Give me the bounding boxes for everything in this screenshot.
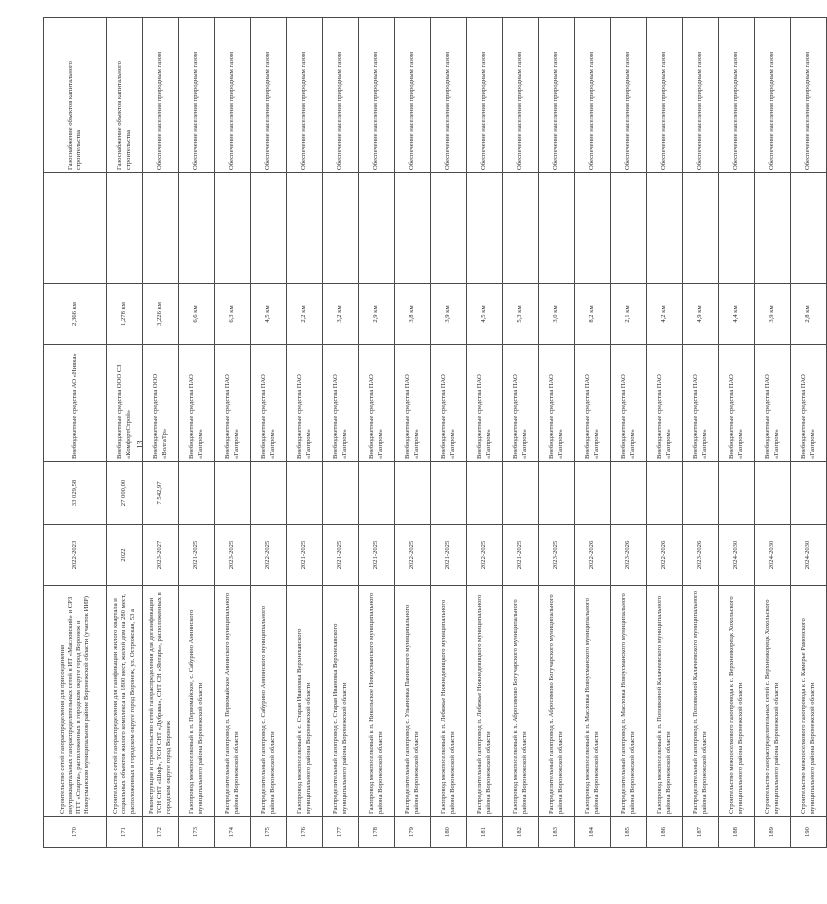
table-row: [611, 18, 647, 848]
table-row: [359, 18, 395, 848]
cell-name: Распределительный газопровод с. Старая Ивановка Верхнехавского муниципального района Воронежской области: [323, 586, 359, 817]
cell-executor: Обеспечение населения природным газом: [611, 18, 647, 173]
cell-period: 2024-2030: [755, 525, 791, 586]
cell-executor: Обеспечение населения природным газом: [251, 18, 287, 173]
cell-purpose: [503, 173, 539, 284]
cell-num: 179: [395, 817, 431, 848]
cell-source: Внебюджетные средства ПАО «Газпром»: [575, 345, 611, 462]
cell-cost: [503, 462, 539, 525]
table-row: [143, 18, 179, 848]
cell-length: 3,0 км: [539, 284, 575, 345]
cell-purpose: [143, 173, 179, 284]
cell-executor: Обеспечение населения природным газом: [287, 18, 323, 173]
cell-source: Внебюджетные средства ПАО «Газпром»: [431, 345, 467, 462]
cell-length: 4,2 км: [647, 284, 683, 345]
cell-name: Распределительный газопровод с. Ульяновка Панинского муниципального района Воронежской области: [395, 586, 431, 817]
cell-num: 180: [431, 817, 467, 848]
cell-name: Распределительный газопровод п. Поповкиной Калачеевского муниципального района Воронежской области: [683, 586, 719, 817]
cell-period: 2022-2026: [647, 525, 683, 586]
cell-name: Газопровод межпоселковый к п. Поповкиной Калачеевского муниципального района Воронежской области: [647, 586, 683, 817]
cell-cost: [755, 462, 791, 525]
cell-source: Внебюджетные средства ПАО «Газпром»: [179, 345, 215, 462]
cell-source: Внебюджетные средства ПАО «Газпром»: [647, 345, 683, 462]
cell-source: Внебюджетные средства ООО СЗ «КомфортСтрой»: [107, 345, 143, 462]
table-row: [467, 18, 503, 848]
cell-period: 2021-2025: [179, 525, 215, 586]
table-row: [395, 18, 431, 848]
cell-period: 2022: [107, 525, 143, 586]
cell-purpose: [323, 173, 359, 284]
table-row: [431, 18, 467, 848]
cell-period: 2024-2030: [791, 525, 827, 586]
cell-num: 186: [647, 817, 683, 848]
table-body: [44, 18, 827, 848]
cell-executor: Обеспечение населения природным газом: [431, 18, 467, 173]
cell-cost: [431, 462, 467, 525]
cell-purpose: [755, 173, 791, 284]
cell-name: Газопровод межпоселковый к х. Абросимово Богучарского муниципального района Воронежской области: [503, 586, 539, 817]
cell-executor: Обеспечение населения природным газом: [467, 18, 503, 173]
cell-purpose: [44, 173, 107, 284]
cell-executor: Обеспечение населения природным газом: [323, 18, 359, 173]
cell-cost: [287, 462, 323, 525]
cell-num: 185: [611, 817, 647, 848]
cell-source: Внебюджетные средства ПАО «Газпром»: [215, 345, 251, 462]
cell-period: 2021-2025: [287, 525, 323, 586]
cell-source: Внебюджетные средства ПАО «Газпром»: [287, 345, 323, 462]
cell-executor: Обеспечение населения природным газом: [755, 18, 791, 173]
cell-purpose: [539, 173, 575, 284]
cell-cost: [251, 462, 287, 525]
cell-purpose: [467, 173, 503, 284]
cell-source: Внебюджетные средства ПАО «Газпром»: [323, 345, 359, 462]
cell-executor: Обеспечение населения природным газом: [791, 18, 827, 173]
cell-cost: [791, 462, 827, 525]
cell-num: 187: [683, 817, 719, 848]
table-row: [755, 18, 791, 848]
cell-num: 176: [287, 817, 323, 848]
cell-name: Строительство межпоселкового газопровода к с. Верхнеикорецк Хохольского муниципального района Воронежской области: [719, 586, 755, 817]
cell-name: Строительство сетей газораспределения для газификации жилого квартала и социальных объектов жилого комплекса на 1800 мест, жилой дом на 280 мест, расположенных в городском округе город Воронеж, ул. Острожская, 53 а: [107, 586, 143, 817]
cell-length: 4,9 км: [683, 284, 719, 345]
cell-period: 2023-2026: [611, 525, 647, 586]
cell-num: 171: [107, 817, 143, 848]
cell-cost: [611, 462, 647, 525]
cell-name: Газопровод межпоселковый к с. Старая Ивановка Верхнехавского муниципального района Воронежской области: [287, 586, 323, 817]
cell-cost: [395, 462, 431, 525]
cell-purpose: [215, 173, 251, 284]
cell-length: 4,4 км: [719, 284, 755, 345]
cell-executor: Газоснабжение объектов капитального строительства: [44, 18, 107, 173]
cell-name: Строительство газораспределительных сетей с. Верхнеикорецк Хохольского муниципального района Воронежской области: [755, 586, 791, 817]
cell-source: Внебюджетные средства ПАО «Газпром»: [611, 345, 647, 462]
cell-length: 1,278 км: [107, 284, 143, 345]
cell-purpose: [287, 173, 323, 284]
cell-purpose: [611, 173, 647, 284]
cell-executor: Обеспечение населения природным газом: [359, 18, 395, 173]
cell-period: 2023-2026: [683, 525, 719, 586]
projects-table: [43, 17, 827, 848]
cell-num: 172: [143, 817, 179, 848]
cell-executor: Обеспечение населения природным газом: [503, 18, 539, 173]
cell-length: 4,5 км: [467, 284, 503, 345]
cell-purpose: [179, 173, 215, 284]
cell-executor: Обеспечение населения природным газом: [683, 18, 719, 173]
cell-period: 2022-2025: [395, 525, 431, 586]
cell-name: Строительство сетей газораспределения для присоединения внутриквартальных газораспределительных сетей в ИТ «Масловский» и СРЗ ПТТ «Спарта», расположенных в городском округе город Воронеж и Новоусманском муниципальном районе Воронежской области (участок ИИР): [44, 586, 107, 817]
cell-name: Газопровод межпоселковый к п. Никольское Новоусманского муниципального района Воронежской области: [359, 586, 395, 817]
cell-period: 2021-2025: [359, 525, 395, 586]
cell-period: 2021-2025: [431, 525, 467, 586]
cell-num: 174: [215, 817, 251, 848]
cell-purpose: [647, 173, 683, 284]
cell-period: 2022-2023: [44, 525, 107, 586]
cell-executor: Обеспечение населения природным газом: [539, 18, 575, 173]
table-row: [719, 18, 755, 848]
cell-executor: Обеспечение населения природным газом: [215, 18, 251, 173]
cell-executor: Обеспечение населения природным газом: [575, 18, 611, 173]
cell-cost: 7 542,97: [143, 462, 179, 525]
cell-cost: [215, 462, 251, 525]
cell-cost: [575, 462, 611, 525]
table-row: [323, 18, 359, 848]
cell-cost: [539, 462, 575, 525]
cell-source: Внебюджетные средства ПАО «Газпром»: [539, 345, 575, 462]
cell-name: Распределительный газопровод с. Сабурино Аннинского муниципального района Воронежской области: [251, 586, 287, 817]
cell-source: Внебюджетные средства ПАО «Газпром»: [467, 345, 503, 462]
cell-cost: 33 029,58: [44, 462, 107, 525]
table-row: [683, 18, 719, 848]
cell-num: 170: [44, 817, 107, 848]
cell-num: 175: [251, 817, 287, 848]
cell-purpose: [683, 173, 719, 284]
cell-period: 2024-2030: [719, 525, 755, 586]
cell-length: 2,8 км: [791, 284, 827, 345]
table-row: [791, 18, 827, 848]
cell-name: Реконструкция и строительство сетей газораспределения для догазификации ТСН СНТ «Шиф», ТСН СНТ «Дубрава», СНТ СН «Янтарь», расположенных в городском округе город Воронеж: [143, 586, 179, 817]
cell-name: Газопровод межпоселковый к п. Первомайское, с. Сабурино Аннинского муниципального района Воронежской области: [179, 586, 215, 817]
cell-length: 6,6 км: [179, 284, 215, 345]
cell-purpose: [575, 173, 611, 284]
cell-num: 178: [359, 817, 395, 848]
cell-num: 177: [323, 817, 359, 848]
cell-cost: [683, 462, 719, 525]
table-row: [107, 18, 143, 848]
cell-cost: [179, 462, 215, 525]
cell-length: 2,1 км: [611, 284, 647, 345]
cell-length: 2,9 км: [359, 284, 395, 345]
table-row: [539, 18, 575, 848]
cell-period: 2023-2027: [143, 525, 179, 586]
cell-name: Распределительный газопровод п. Лебяжье Нижнедевицкого муниципального района Воронежской области: [467, 586, 503, 817]
cell-executor: Обеспечение населения природным газом: [143, 18, 179, 173]
cell-period: 2022-2025: [251, 525, 287, 586]
cell-executor: Газоснабжение объектов капитального строительства: [107, 18, 143, 173]
cell-length: 2,366 км: [44, 284, 107, 345]
table-row: [179, 18, 215, 848]
cell-period: 2022-2026: [575, 525, 611, 586]
cell-executor: Обеспечение населения природным газом: [179, 18, 215, 173]
cell-cost: [467, 462, 503, 525]
cell-cost: [647, 462, 683, 525]
cell-name: Распределительный газопровод х. Абросимово Богучарского муниципального района Воронежской области: [539, 586, 575, 817]
cell-name: Газопровод межпоселковый к п. Масловка Новоусманского муниципального района Воронежской области: [575, 586, 611, 817]
table-row: [215, 18, 251, 848]
cell-source: Внебюджетные средства ООО «ВолгаТр»: [143, 345, 179, 462]
cell-cost: 27 000,00: [107, 462, 143, 525]
table-row: [251, 18, 287, 848]
cell-purpose: [431, 173, 467, 284]
cell-period: 2023-2025: [539, 525, 575, 586]
cell-length: 3,9 км: [431, 284, 467, 345]
cell-length: 6,3 км: [215, 284, 251, 345]
cell-source: Внебюджетные средства ПАО «Газпром»: [755, 345, 791, 462]
cell-length: 3,8 км: [395, 284, 431, 345]
cell-purpose: [107, 173, 143, 284]
cell-name: Газопровод межпоселковый к п. Лебяжье Нижнедевицкого муниципального района Воронежской области: [431, 586, 467, 817]
cell-purpose: [359, 173, 395, 284]
cell-num: 182: [503, 817, 539, 848]
cell-source: Внебюджетные средства ПАО «Газпром»: [719, 345, 755, 462]
cell-source: Внебюджетные средства АО «Нивка»: [44, 345, 107, 462]
cell-length: 3,226 км: [143, 284, 179, 345]
cell-executor: Обеспечение населения природным газом: [719, 18, 755, 173]
table-row: [647, 18, 683, 848]
cell-period: 2021-2025: [323, 525, 359, 586]
cell-source: Внебюджетные средства ПАО «Газпром»: [359, 345, 395, 462]
cell-purpose: [395, 173, 431, 284]
cell-source: Внебюджетные средства ПАО «Газпром»: [683, 345, 719, 462]
cell-length: 3,2 км: [323, 284, 359, 345]
cell-num: 184: [575, 817, 611, 848]
table-row: [575, 18, 611, 848]
cell-length: 8,2 км: [575, 284, 611, 345]
cell-num: 188: [719, 817, 755, 848]
cell-period: 2021-2025: [503, 525, 539, 586]
cell-source: Внебюджетные средства ПАО «Газпром»: [251, 345, 287, 462]
cell-purpose: [251, 173, 287, 284]
cell-num: 183: [539, 817, 575, 848]
cell-name: Распределительный газопровод п. Масловка Новоусманского муниципального района Воронежской области: [611, 586, 647, 817]
cell-length: 2,2 км: [287, 284, 323, 345]
cell-num: 173: [179, 817, 215, 848]
cell-num: 189: [755, 817, 791, 848]
cell-num: 190: [791, 817, 827, 848]
table-row: [287, 18, 323, 848]
cell-name: Распределительный газопровод п. Первомайское Аннинского муниципального района Воронежской области: [215, 586, 251, 817]
rotated-table-container: [43, 28, 816, 848]
cell-executor: Обеспечение населения природным газом: [647, 18, 683, 173]
cell-period: 2023-2025: [215, 525, 251, 586]
cell-length: 3,9 км: [755, 284, 791, 345]
cell-cost: [359, 462, 395, 525]
cell-source: Внебюджетные средства ПАО «Газпром»: [395, 345, 431, 462]
cell-purpose: [791, 173, 827, 284]
cell-num: 181: [467, 817, 503, 848]
cell-source: Внебюджетные средства ПАО «Газпром»: [503, 345, 539, 462]
cell-name: Строительство межпоселкового газопровода к с. Камерье Рамонского муниципального района Воронежской области: [791, 586, 827, 817]
page-number: 13: [135, 440, 145, 449]
cell-executor: Обеспечение населения природным газом: [395, 18, 431, 173]
cell-cost: [719, 462, 755, 525]
cell-cost: [323, 462, 359, 525]
cell-source: Внебюджетные средства ПАО «Газпром»: [791, 345, 827, 462]
cell-purpose: [719, 173, 755, 284]
cell-period: 2022-2025: [467, 525, 503, 586]
cell-length: 4,5 км: [251, 284, 287, 345]
table-row: [503, 18, 539, 848]
table-row: [44, 18, 107, 848]
cell-length: 5,3 км: [503, 284, 539, 345]
